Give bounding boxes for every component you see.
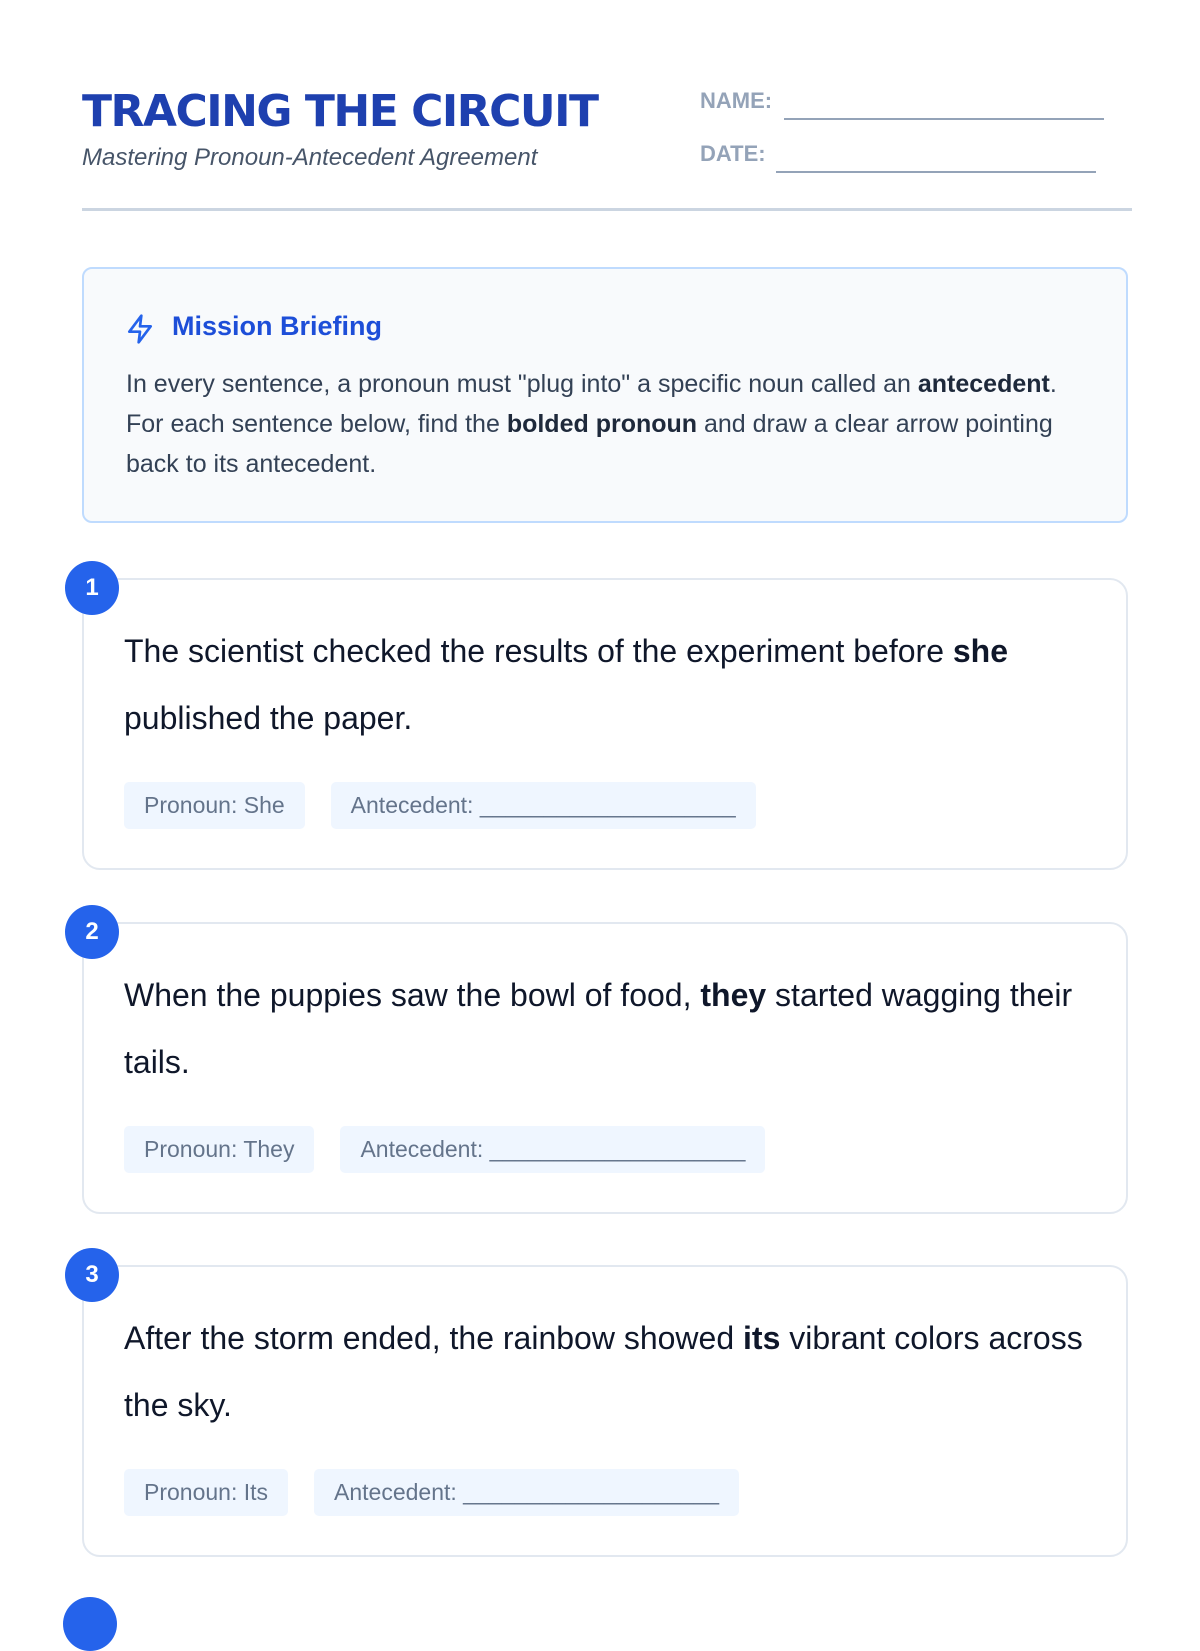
antecedent-answer-field[interactable]: Antecedent: ____________________ bbox=[340, 1126, 765, 1173]
briefing-text: In every sentence, a pronoun must "plug into" a specific noun called an antecedent. For each sentence below, find the bolded pronoun and draw a clear arrow pointing back to its antecedent. bbox=[126, 370, 1057, 478]
question-sentence[interactable]: The scientist checked the results of the experiment before she published the paper. bbox=[124, 633, 1009, 736]
worksheet-header bbox=[82, 82, 1132, 212]
name-field[interactable] bbox=[784, 118, 1104, 120]
name-label: NAME: bbox=[700, 88, 773, 113]
mission-briefing-box bbox=[82, 267, 1128, 523]
pronoun-word: they bbox=[700, 977, 767, 1013]
date-label: DATE: bbox=[700, 141, 766, 166]
page-subtitle: Mastering Pronoun-Antecedent Agreement bbox=[82, 144, 538, 171]
date-field[interactable] bbox=[776, 171, 1096, 173]
question-sentence[interactable]: After the storm ended, the rainbow showed its vibrant colors across the sky. bbox=[124, 1320, 1083, 1423]
question-card bbox=[82, 918, 1128, 1214]
briefing-title: Mission Briefing bbox=[172, 311, 383, 341]
antecedent-answer-field[interactable]: Antecedent: ____________________ bbox=[314, 1469, 739, 1516]
question-card bbox=[82, 1261, 1128, 1557]
question-number-badge: 2 bbox=[65, 905, 119, 959]
question-card bbox=[82, 574, 1128, 870]
bolt-icon bbox=[124, 313, 156, 345]
header-divider bbox=[82, 208, 1132, 211]
bolded-pronoun-term: bolded pronoun bbox=[506, 410, 698, 438]
pronoun-chip: Pronoun: They bbox=[124, 1126, 314, 1173]
question-sentence[interactable]: When the puppies saw the bowl of food, they started wagging their tails. bbox=[124, 977, 1073, 1080]
antecedent-term: antecedent bbox=[917, 370, 1050, 398]
pronoun-chip: Pronoun: She bbox=[124, 782, 305, 829]
next-question-badge bbox=[63, 1597, 117, 1651]
page-title: TRACING THE CIRCUIT bbox=[82, 86, 598, 137]
pronoun-chip: Pronoun: Its bbox=[124, 1469, 288, 1516]
question-number-badge: 1 bbox=[65, 561, 119, 615]
antecedent-answer-field[interactable]: Antecedent: ____________________ bbox=[331, 782, 756, 829]
question-number-badge: 3 bbox=[65, 1248, 119, 1302]
pronoun-word: its bbox=[743, 1320, 781, 1356]
pronoun-word: she bbox=[952, 633, 1009, 669]
